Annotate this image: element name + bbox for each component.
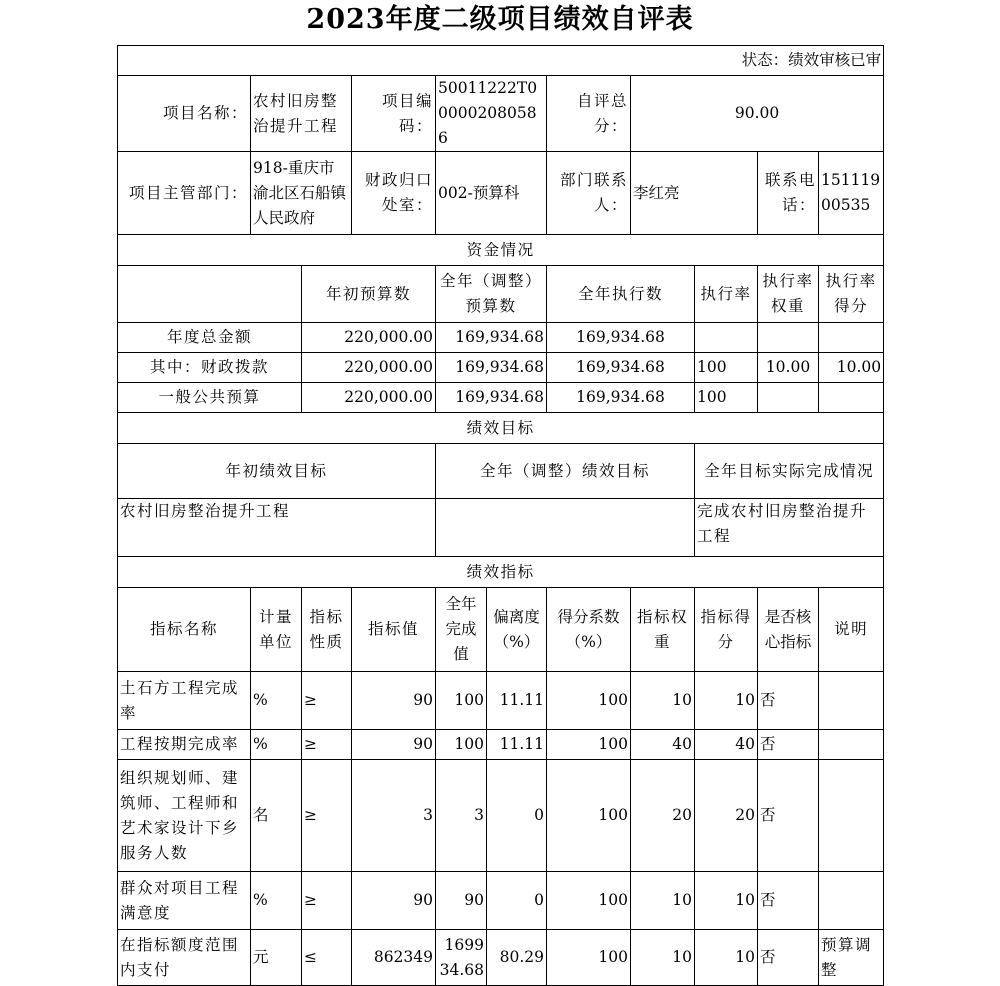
- funds-row-executed: 169,934.68: [547, 323, 695, 353]
- self-score-label: 自评总分：: [547, 76, 631, 152]
- ind-name: 土石方工程完成率: [118, 672, 251, 730]
- ind-unit: %: [251, 872, 302, 930]
- ind-nature: ≥: [302, 730, 352, 760]
- funds-row-weight: [758, 383, 819, 413]
- ind-score: 40: [695, 730, 758, 760]
- ind-coef: 100: [547, 930, 631, 986]
- funds-header-executed: 全年执行数: [547, 266, 695, 323]
- contact: 李红亮: [631, 152, 758, 235]
- goals-section-title: 绩效目标: [118, 413, 884, 444]
- funds-row: [118, 383, 884, 413]
- funds-row-weight: [758, 323, 819, 353]
- funds-row-rate: 100: [695, 383, 758, 413]
- goal-adjusted: [436, 499, 695, 557]
- funds-row-executed: 169,934.68: [547, 383, 695, 413]
- indicators-section-title: 绩效指标: [118, 557, 884, 588]
- funds-header-initial: 年初预算数: [302, 266, 436, 323]
- contact-label: 部门联系人：: [547, 152, 631, 235]
- goals-header-initial: 年初绩效目标: [118, 444, 436, 499]
- ind-header-score: 指标得分: [695, 588, 758, 672]
- ind-name: 群众对项目工程满意度: [118, 872, 251, 930]
- dept-label: 项目主管部门：: [118, 152, 251, 235]
- ind-target: 3: [352, 760, 436, 872]
- ind-score: 10: [695, 930, 758, 986]
- funds-header-weight: 执行率权重: [758, 266, 819, 323]
- ind-weight: 10: [631, 672, 695, 730]
- funds-row-executed: 169,934.68: [547, 353, 695, 383]
- self-score: 90.00: [631, 76, 884, 152]
- ind-core: 否: [758, 872, 819, 930]
- funds-row-initial: 220,000.00: [302, 383, 436, 413]
- project-name-label: 项目名称：: [118, 76, 251, 152]
- goals-header-actual: 全年目标实际完成情况: [695, 444, 884, 499]
- ind-note: [819, 872, 884, 930]
- funds-row-rate: [695, 323, 758, 353]
- ind-target: 90: [352, 730, 436, 760]
- ind-header-target: 指标值: [352, 588, 436, 672]
- funds-row-adjusted: 169,934.68: [436, 353, 547, 383]
- project-name: 农村旧房整治提升工程: [251, 76, 352, 152]
- indicator-row: [118, 672, 884, 730]
- ind-header-core: 是否核心指标: [758, 588, 819, 672]
- funds-header-adjusted: 全年（调整）预算数: [436, 266, 547, 323]
- indicator-row: [118, 930, 884, 986]
- finance-office: 002-预算科: [436, 152, 547, 235]
- funds-row-name: 年度总金额: [118, 323, 302, 353]
- ind-score: 10: [695, 672, 758, 730]
- ind-header-actual: 全年完成值: [436, 588, 487, 672]
- funds-header-blank: [118, 266, 302, 323]
- ind-name: 组织规划师、建筑师、工程师和艺术家设计下乡服务人数: [118, 760, 251, 872]
- ind-name: 在指标额度范围内支付: [118, 930, 251, 986]
- ind-actual: 3: [436, 760, 487, 872]
- phone-label: 联系电话：: [758, 152, 819, 235]
- ind-deviation: 11.11: [487, 730, 547, 760]
- ind-deviation: 0: [487, 760, 547, 872]
- page-title: 2023年度二级项目绩效自评表: [306, 4, 694, 35]
- ind-score: 10: [695, 872, 758, 930]
- ind-coef: 100: [547, 872, 631, 930]
- ind-note: [819, 730, 884, 760]
- ind-header-unit: 计量单位: [251, 588, 302, 672]
- evaluation-table: [117, 45, 884, 986]
- ind-unit: 名: [251, 760, 302, 872]
- ind-header-note: 说明: [819, 588, 884, 672]
- funds-row-adjusted: 169,934.68: [436, 323, 547, 353]
- ind-actual: 90: [436, 872, 487, 930]
- project-code-label: 项目编码：: [352, 76, 436, 152]
- ind-deviation: 0: [487, 872, 547, 930]
- ind-core: 否: [758, 730, 819, 760]
- ind-note: 预算调整: [819, 930, 884, 986]
- funds-row-adjusted: 169,934.68: [436, 383, 547, 413]
- status-text: 状态：绩效审核已审: [118, 46, 884, 76]
- funds-row-score: [819, 383, 884, 413]
- funds-row-weight: 10.00: [758, 353, 819, 383]
- ind-weight: 40: [631, 730, 695, 760]
- ind-target: 90: [352, 672, 436, 730]
- ind-header-weight: 指标权重: [631, 588, 695, 672]
- ind-weight: 20: [631, 760, 695, 872]
- ind-nature: ≥: [302, 872, 352, 930]
- ind-header-coef: 得分系数（%）: [547, 588, 631, 672]
- funds-row-initial: 220,000.00: [302, 353, 436, 383]
- funds-row: [118, 353, 884, 383]
- funds-row-name: 一般公共预算: [118, 383, 302, 413]
- funds-row-score: [819, 323, 884, 353]
- ind-note: [819, 672, 884, 730]
- indicator-row: [118, 730, 884, 760]
- goal-initial: 农村旧房整治提升工程: [118, 499, 436, 557]
- funds-section-title: 资金情况: [118, 235, 884, 266]
- ind-unit: %: [251, 672, 302, 730]
- ind-core: 否: [758, 760, 819, 872]
- ind-coef: 100: [547, 672, 631, 730]
- goals-header-adjusted: 全年（调整）绩效目标: [436, 444, 695, 499]
- ind-header-nature: 指标性质: [302, 588, 352, 672]
- ind-unit: %: [251, 730, 302, 760]
- ind-coef: 100: [547, 760, 631, 872]
- ind-actual: 100: [436, 672, 487, 730]
- finance-office-label: 财政归口处室：: [352, 152, 436, 235]
- ind-name: 工程按期完成率: [118, 730, 251, 760]
- ind-note: [819, 760, 884, 872]
- ind-nature: ≥: [302, 672, 352, 730]
- ind-actual: 169934.68: [436, 930, 487, 986]
- funds-header-rate: 执行率: [695, 266, 758, 323]
- ind-core: 否: [758, 672, 819, 730]
- project-code: 50011222T000002080586: [436, 76, 547, 152]
- ind-coef: 100: [547, 730, 631, 760]
- ind-unit: 元: [251, 930, 302, 986]
- indicator-row: [118, 872, 884, 930]
- ind-target: 862349: [352, 930, 436, 986]
- funds-row-rate: 100: [695, 353, 758, 383]
- ind-target: 90: [352, 872, 436, 930]
- ind-header-deviation: 偏离度（%）: [487, 588, 547, 672]
- ind-header-name: 指标名称: [118, 588, 251, 672]
- funds-row: [118, 323, 884, 353]
- funds-header-score: 执行率得分: [819, 266, 884, 323]
- funds-row-score: 10.00: [819, 353, 884, 383]
- ind-weight: 10: [631, 872, 695, 930]
- ind-score: 20: [695, 760, 758, 872]
- ind-deviation: 80.29: [487, 930, 547, 986]
- ind-weight: 10: [631, 930, 695, 986]
- indicator-row: [118, 760, 884, 872]
- dept: 918-重庆市渝北区石船镇人民政府: [251, 152, 352, 235]
- ind-nature: ≥: [302, 760, 352, 872]
- ind-core: 否: [758, 930, 819, 986]
- goal-actual: 完成农村旧房整治提升工程: [695, 499, 884, 557]
- ind-deviation: 11.11: [487, 672, 547, 730]
- funds-row-name: 其中：财政拨款: [118, 353, 302, 383]
- phone: 15111900535: [819, 152, 884, 235]
- ind-actual: 100: [436, 730, 487, 760]
- funds-row-initial: 220,000.00: [302, 323, 436, 353]
- ind-nature: ≤: [302, 930, 352, 986]
